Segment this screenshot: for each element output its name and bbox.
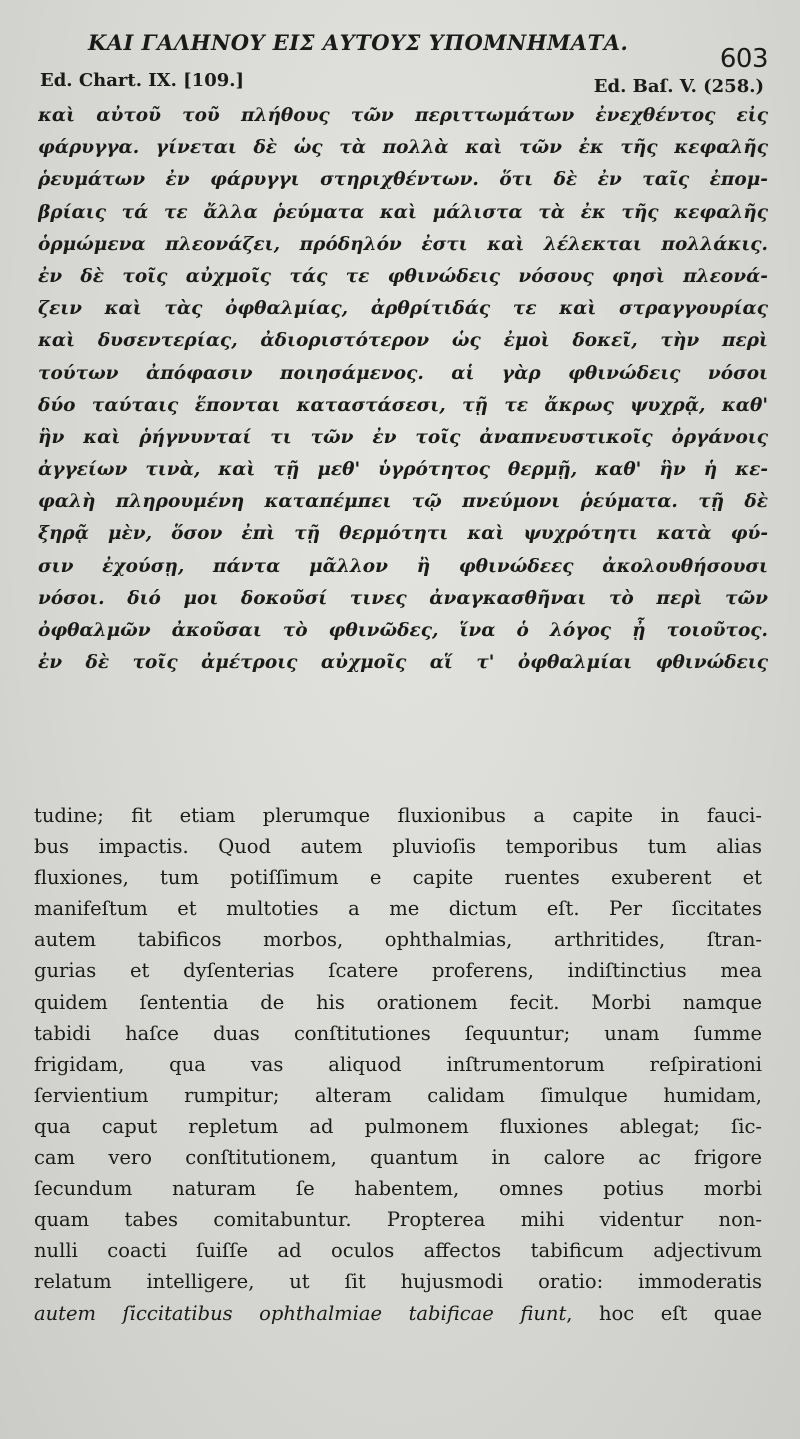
latin-text-block xyxy=(34,800,762,1329)
greek-line: ἐν δὲ τοῖς αὐχμοῖς τάς τε φθινώδεις νόσους φησὶ πλεονά- xyxy=(38,265,768,287)
latin-line: gurias et dyſenterias ſcatere proferens, indiſtinctius mea xyxy=(34,959,762,983)
latin-line: tudine; fit etiam plerumque fluxionibus a capite in fauci- xyxy=(34,804,762,827)
page-number: 603 xyxy=(719,44,768,74)
latin-line: manifeſtum et multoties a me dictum eſt. Per ſiccitates xyxy=(34,897,762,921)
edition-reference-right: Ed. Baſ. V. (258.) xyxy=(593,76,764,97)
greek-line: τούτων ἀπόφασιν ποιησάμενος. αἱ γὰρ φθινώδεις νόσοι xyxy=(38,362,768,384)
latin-line-last xyxy=(34,1298,762,1329)
greek-line: καὶ αὐτοῦ τοῦ πλήθους τῶν περιττωμάτων ἐνεχθέντος εἰς xyxy=(38,105,768,126)
greek-line: ἣν καὶ ῥήγνυνταί τι τῶν ἐν τοῖς ἀναπνευστικοῖς ὀργάνοις xyxy=(38,426,768,448)
latin-line: cam vero conſtitutionem, quantum in calore ac frigore xyxy=(34,1146,762,1170)
latin-line: quidem ſententia de his orationem fecit. Morbi namque xyxy=(34,990,762,1014)
greek-line: καὶ δυσεντερίας, ἀδιοριστότερον ὡς ἐμοὶ δοκεῖ, τὴν περὶ xyxy=(38,330,768,352)
greek-line: ὀφθαλμῶν ἀκοῦσαι τὸ φθινῶδες, ἵνα ὁ λόγος ᾖ τοιοῦτος. xyxy=(38,620,768,641)
greek-line: ὁρμώμενα πλεονάζει, πρόδηλόν ἐστι καὶ λέλεκται πολλάκις. xyxy=(38,233,768,255)
greek-line: δύο ταύταις ἕπονται καταστάσεσι, τῇ τε ἄκρως ψυχρᾷ, καθ' xyxy=(38,394,768,416)
greek-line: βρίαις τά τε ἄλλα ῥεύματα καὶ μάλιστα τὰ ἐκ τῆς κεφαλῆς xyxy=(38,201,768,223)
greek-line: ζειν καὶ τὰς ὀφθαλμίας, ἀρθρίτιδάς τε καὶ στραγγουρίας xyxy=(38,298,768,320)
latin-line: tabidi haſce duas conſtitutiones ſequuntur; unam ſumme xyxy=(34,1021,762,1045)
greek-line: ἀγγείων τινὰ, καὶ τῇ μεθ' ὑγρότητος θερμῇ, καθ' ἣν ἡ κε- xyxy=(38,459,768,481)
latin-line: quam tabes comitabuntur. Propterea mihi videntur non- xyxy=(34,1208,762,1232)
greek-line: νόσοι. διό μοι δοκοῦσί τινες ἀναγκασθῆναι τὸ περὶ τῶν xyxy=(38,587,768,609)
running-title: ΚΑΙ ΓΑΛΗΝΟΥ ΕΙΣ ΑΥΤΟΥΣ ΥΠΟΜΝΗΜΑΤΑ. xyxy=(88,30,629,55)
greek-line: ξηρᾷ μὲν, ὅσον ἐπὶ τῇ θερμότητι καὶ ψυχρότητι κατὰ φύ- xyxy=(38,523,768,545)
latin-line: relatum intelligere, ut ſit hujusmodi oratio: immoderatis xyxy=(34,1270,762,1294)
latin-italic-phrase: autem ſiccitatibus ophthalmiae tabificae fiunt xyxy=(34,1301,567,1325)
greek-line: σιν ἐχούσῃ, πάντα μᾶλλον ἢ φθινώδεες ἀκολουθήσουσι xyxy=(38,555,768,577)
latin-line: ſervientium rumpitur; alteram calidam ſimulque humidam, xyxy=(34,1083,762,1107)
greek-line: ῥευμάτων ἐν φάρυγγι στηριχθέντων. ὅτι δὲ ἐν ταῖς ἐπομ- xyxy=(38,169,768,191)
latin-roman-phrase: , hoc eſt quae xyxy=(566,1301,762,1325)
edition-reference-left: Ed. Chart. IX. [109.] xyxy=(40,70,245,91)
latin-line: nulli coacti ſuiſſe ad oculos affectos tabificum adjectivum xyxy=(34,1239,762,1263)
greek-line: ἐν δὲ τοῖς ἀμέτροις αὐχμοῖς αἵ τ' ὀφθαλμίαι φθινώδεις xyxy=(38,652,768,674)
latin-line: fluxiones, tum potiſſimum e capite ruentes exuberent et xyxy=(34,866,762,890)
latin-line: frigidam, qua vas aliquod inſtrumentorum reſpirationi xyxy=(34,1052,762,1076)
greek-line: φαλὴ πληρουμένη καταπέμπει τῷ πνεύμονι ῥεύματα. τῇ δὲ xyxy=(38,491,768,513)
latin-line: qua caput repletum ad pulmonem fluxiones ablegat; ſic- xyxy=(34,1114,762,1138)
latin-line: ſecundum naturam ſe habentem, omnes potius morbi xyxy=(34,1177,762,1201)
latin-line: bus impactis. Quod autem pluvioſis temporibus tum alias xyxy=(34,835,762,859)
greek-line: φάρυγγα. γίνεται δὲ ὡς τὰ πολλὰ καὶ τῶν ἐκ τῆς κεφαλῆς xyxy=(38,137,768,159)
latin-line: autem tabificos morbos, ophthalmias, arthritides, ſtran- xyxy=(34,928,762,952)
greek-text-block xyxy=(38,100,768,679)
